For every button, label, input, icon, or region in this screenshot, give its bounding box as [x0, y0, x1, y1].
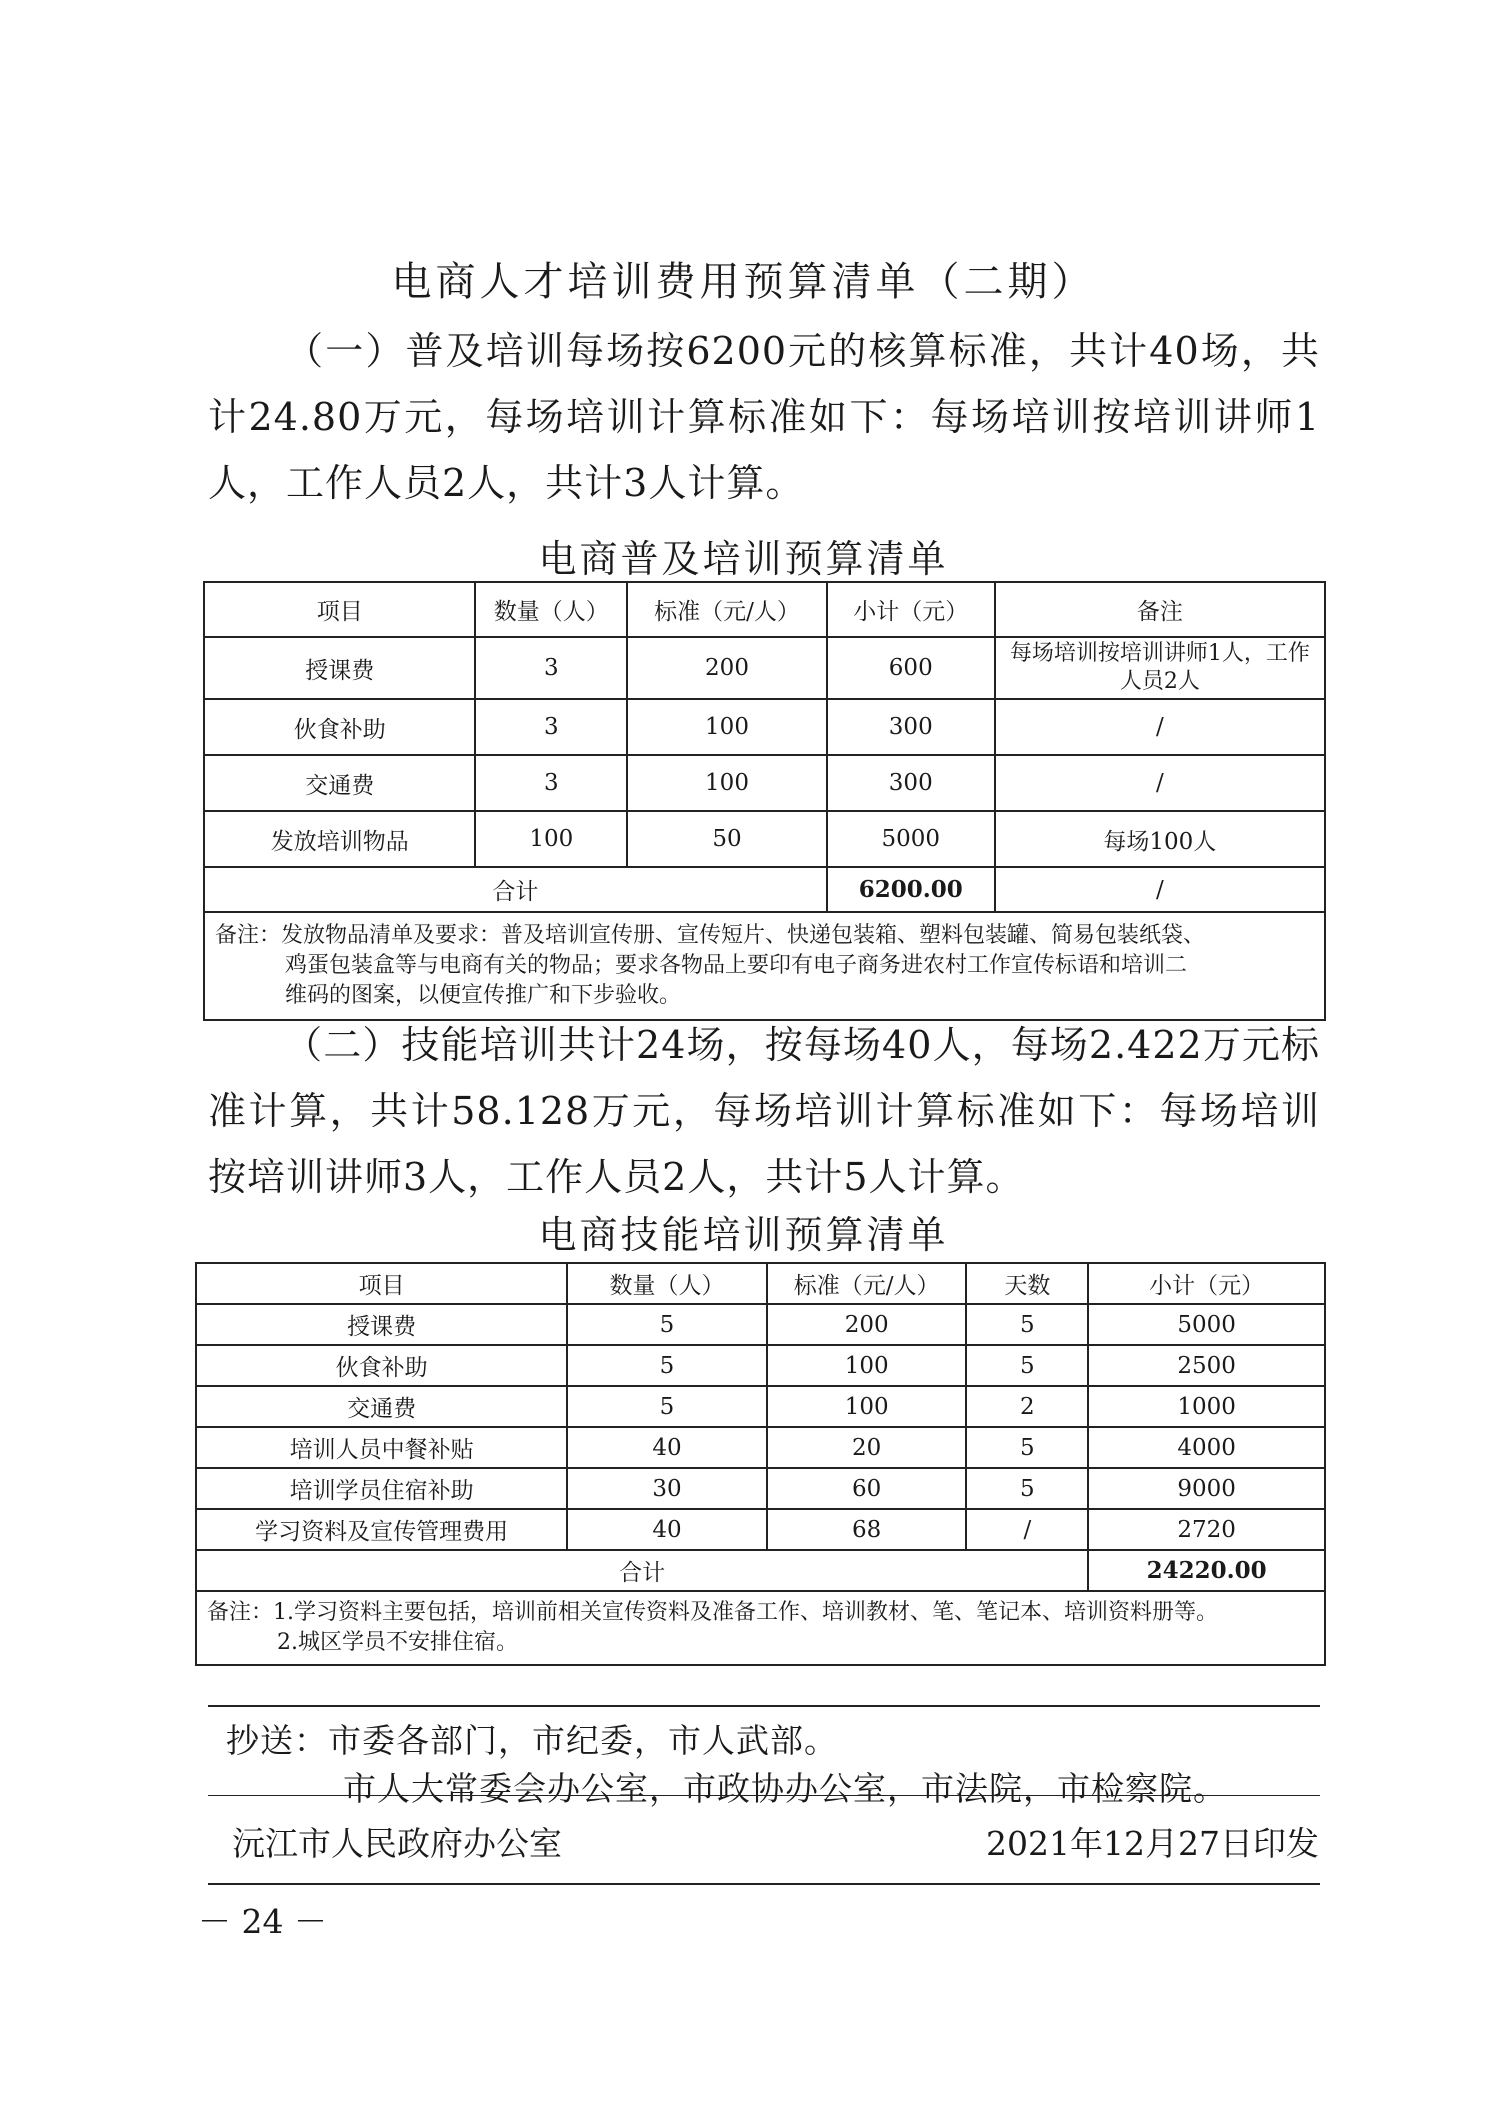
table2-total-label: 合计: [196, 1550, 1088, 1591]
table-cell: 5: [567, 1345, 767, 1386]
table2-header-quantity: 数量（人）: [567, 1263, 767, 1304]
table2-header-row: [196, 1263, 1325, 1304]
table2-total-value: 24220.00: [1088, 1550, 1325, 1591]
table-cell: 100: [627, 699, 827, 755]
table1-note-prefix: 备注：: [215, 923, 282, 948]
table-cell: 2720: [1088, 1509, 1325, 1550]
table1-total-value: 6200.00: [827, 867, 995, 912]
table-cell: 交通费: [196, 1386, 567, 1427]
table-cell: /: [995, 755, 1325, 811]
table-cell: 3: [475, 637, 627, 699]
table-cell: 3: [475, 755, 627, 811]
table-row: [204, 637, 1325, 699]
table-row: [204, 699, 1325, 755]
table1-note-line2: 鸡蛋包装盒等与电商有关的物品；要求各物品上要印有电子商务进农村工作宣传标语和培训二: [285, 953, 1188, 978]
table2-header-subtotal: 小计（元）: [1088, 1263, 1325, 1304]
table2-note-line1: 1.学习资料主要包括，培训前相关宣传资料及准备工作、培训教材、笔、笔记本、培训资料册等。: [273, 1600, 1219, 1625]
skill-training-budget-table: [195, 1262, 1326, 1666]
table1-note-row: [204, 912, 1325, 1020]
table-cell: 每场100人: [995, 811, 1325, 867]
table-cell: 100: [767, 1386, 967, 1427]
table2-header-standard: 标准（元/人）: [767, 1263, 967, 1304]
page-title: 电商人才培训费用预算清单（二期）: [391, 259, 1096, 305]
table-cell: 4000: [1088, 1427, 1325, 1468]
table-row: [196, 1304, 1325, 1345]
table1-header-quantity: 数量（人）: [475, 582, 627, 637]
table-cell: 300: [827, 699, 995, 755]
table1-note: [204, 912, 1325, 1020]
table1-total-remark: /: [995, 867, 1325, 912]
table2-total-row: [196, 1550, 1325, 1591]
table-row: [196, 1345, 1325, 1386]
table-cell: 40: [567, 1509, 767, 1550]
table2-header-days: 天数: [966, 1263, 1088, 1304]
table1-header-item: 项目: [204, 582, 475, 637]
table-cell: 1000: [1088, 1386, 1325, 1427]
cc-line-2: 市人大常委会办公室，市政协办公室，市法院，市检察院。: [343, 1769, 1227, 1808]
table-cell: 50: [627, 811, 827, 867]
table-cell: 100: [767, 1345, 967, 1386]
table1-header-subtotal: 小计（元）: [827, 582, 995, 637]
page-number: － 24 －: [198, 1902, 327, 1941]
table-cell: 200: [627, 637, 827, 699]
table-cell: 交通费: [204, 755, 475, 811]
table-row: [196, 1468, 1325, 1509]
table-cell: 2500: [1088, 1345, 1325, 1386]
table-cell: 5000: [827, 811, 995, 867]
table-cell: 培训学员住宿补助: [196, 1468, 567, 1509]
table-cell: 3: [475, 699, 627, 755]
table2-header-item: 项目: [196, 1263, 567, 1304]
table-cell: 发放培训物品: [204, 811, 475, 867]
table-cell: 5: [966, 1427, 1088, 1468]
table-cell: 5: [567, 1386, 767, 1427]
table-cell: 5000: [1088, 1304, 1325, 1345]
issue-date: 2021年12月27日印发: [986, 1824, 1319, 1863]
table-cell: 60: [767, 1468, 967, 1509]
table-cell: 9000: [1088, 1468, 1325, 1509]
table1-note-line3: 维码的图案，以便宣传推广和下步验收。: [285, 983, 682, 1008]
table-cell: 培训人员中餐补贴: [196, 1427, 567, 1468]
table-cell: 伙食补助: [196, 1345, 567, 1386]
paragraph-general-training-text: （一）普及培训每场按6200元的核算标准，共计40场，共计24.80万元，每场培训计算标准如下：每场培训按培训讲师1人，工作人员2人，共计3人计算。: [208, 329, 1320, 505]
table1-header-row: [204, 582, 1325, 637]
table2-note: [196, 1591, 1325, 1665]
table-cell: 5: [567, 1304, 767, 1345]
issuer: 沅江市人民政府办公室: [232, 1824, 562, 1863]
table-cell: 伙食补助: [204, 699, 475, 755]
table-cell: 授课费: [196, 1304, 567, 1345]
table2-note-row: [196, 1591, 1325, 1665]
table-cell: 600: [827, 637, 995, 699]
table-cell: 200: [767, 1304, 967, 1345]
table-cell: 20: [767, 1427, 967, 1468]
footer-divider-middle: [208, 1795, 1320, 1796]
table-row: [204, 811, 1325, 867]
table1-total-label: 合计: [204, 867, 827, 912]
table1-header-remark: 备注: [995, 582, 1325, 637]
table1-total-row: [204, 867, 1325, 912]
paragraph-general-training: [208, 318, 1320, 516]
table1-header-standard: 标准（元/人）: [627, 582, 827, 637]
table-row: [196, 1509, 1325, 1550]
footer-divider-bottom: [208, 1883, 1320, 1885]
table-cell: 100: [627, 755, 827, 811]
table-cell: 授课费: [204, 637, 475, 699]
general-training-budget-table: [203, 581, 1326, 1021]
table-row: [204, 755, 1325, 811]
cc-line-1: 抄送：市委各部门，市纪委，市人武部。: [226, 1721, 838, 1760]
table-cell: /: [995, 699, 1325, 755]
table-cell: 学习资料及宣传管理费用: [196, 1509, 567, 1550]
table-cell: 100: [475, 811, 627, 867]
table1-note-line1: 发放物品清单及要求：普及培训宣传册、宣传短片、快递包装箱、塑料包装罐、简易包装纸袋、: [281, 923, 1206, 948]
table-cell: 5: [966, 1468, 1088, 1509]
table1-title: 电商普及培训预算清单: [538, 537, 949, 581]
paragraph-skill-training-text: （二）技能培训共计24场，按每场40人，每场2.422万元标准计算，共计58.128万元，每场培训计算标准如下：每场培训按培训讲师3人，工作人员2人，共计5人计算。: [208, 1023, 1320, 1199]
table-cell: 2: [966, 1386, 1088, 1427]
paragraph-skill-training: [208, 1012, 1320, 1210]
table-cell: /: [966, 1509, 1088, 1550]
table-cell: 30: [567, 1468, 767, 1509]
table-cell: 300: [827, 755, 995, 811]
table-row: [196, 1427, 1325, 1468]
table-row: [196, 1386, 1325, 1427]
footer-divider-top: [208, 1705, 1320, 1707]
table-cell: 每场培训按培训讲师1人，工作人员2人: [995, 637, 1325, 699]
table-cell: 40: [567, 1427, 767, 1468]
table2-title: 电商技能培训预算清单: [538, 1213, 949, 1257]
table2-note-prefix: 备注：: [207, 1600, 274, 1625]
table2-note-line2: 2.城区学员不安排住宿。: [277, 1630, 518, 1655]
table-cell: 5: [966, 1345, 1088, 1386]
table-cell: 5: [966, 1304, 1088, 1345]
table-cell: 68: [767, 1509, 967, 1550]
